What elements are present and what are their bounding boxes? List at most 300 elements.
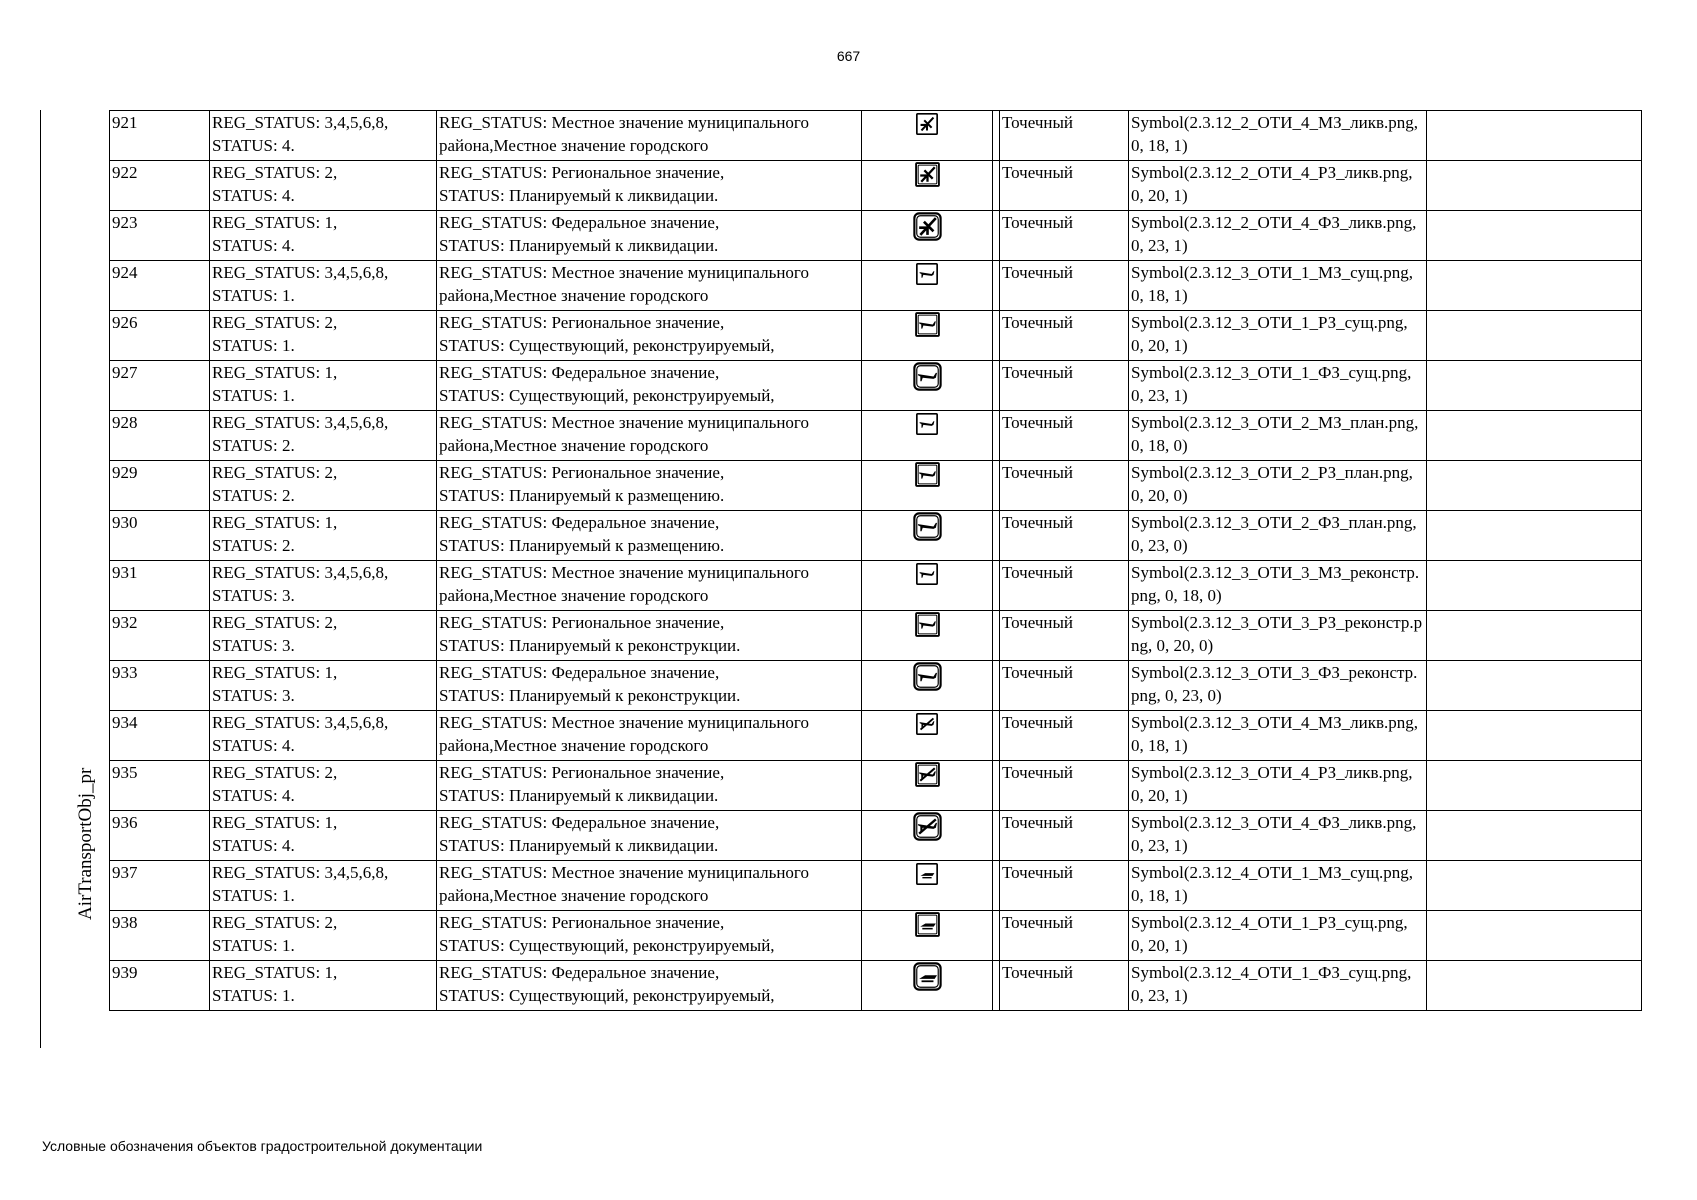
symbol-function: Symbol(2.3.12_3_ОТИ_2_ФЗ_план.png, 0, 23, 0): [1131, 513, 1417, 555]
row-id: 926: [112, 313, 138, 332]
symbol-function-cell: [1129, 211, 1427, 261]
helicopter-existing-regional-icon: [914, 911, 941, 938]
symbol-function-cell: [1129, 911, 1427, 961]
empty-cell: [1427, 811, 1642, 861]
airplane-existing-regional-icon: [914, 311, 941, 338]
table-row: [110, 911, 1642, 961]
description-line-2: STATUS: Планируемый к ликвидации.: [439, 236, 719, 255]
symbol-function: Symbol(2.3.12_4_ОТИ_1_РЗ_сущ.png, 0, 20, 1): [1131, 913, 1408, 955]
airplane-liquidated-regional-icon: [914, 761, 941, 788]
column-gap: [993, 161, 1000, 211]
description-line-2: района,Местное значение городского: [439, 586, 709, 605]
condition-line-1: REG_STATUS: 1,: [212, 363, 338, 382]
table-row: [110, 311, 1642, 361]
description-line-1: REG_STATUS: Региональное значение,: [439, 163, 725, 182]
symbol-cell: [862, 911, 993, 961]
row-id: 921: [112, 113, 138, 132]
row-id-cell: [110, 461, 210, 511]
empty-cell: [1427, 111, 1642, 161]
row-id: 939: [112, 963, 138, 982]
geometry-type-cell: [1000, 261, 1129, 311]
geometry-type: Точечный: [1002, 163, 1074, 182]
description-line-2: района,Местное значение городского: [439, 436, 709, 455]
description-cell: [437, 261, 862, 311]
geometry-type: Точечный: [1002, 363, 1074, 382]
description-line-1: REG_STATUS: Федеральное значение,: [439, 813, 720, 832]
description-line-1: REG_STATUS: Региональное значение,: [439, 913, 725, 932]
condition-line-2: STATUS: 3.: [212, 686, 295, 705]
column-gap: [993, 761, 1000, 811]
condition-cell: [210, 811, 437, 861]
symbol-cell: [862, 811, 993, 861]
symbol-cell: [862, 161, 993, 211]
description-cell: [437, 761, 862, 811]
condition-cell: [210, 261, 437, 311]
condition-cell: [210, 661, 437, 711]
empty-cell: [1427, 211, 1642, 261]
table-row: [110, 461, 1642, 511]
symbol-function-cell: [1129, 811, 1427, 861]
symbol-cell: [862, 261, 993, 311]
condition-line-2: STATUS: 2.: [212, 536, 295, 555]
description-line-2: района,Местное значение городского: [439, 736, 709, 755]
table-row: [110, 811, 1642, 861]
table-row: [110, 261, 1642, 311]
airplane-planned-local-icon: [915, 412, 939, 436]
geometry-type: Точечный: [1002, 813, 1074, 832]
description-line-1: REG_STATUS: Региональное значение,: [439, 463, 725, 482]
geometry-type-cell: [1000, 761, 1129, 811]
condition-line-2: STATUS: 3.: [212, 636, 295, 655]
table-row: [110, 211, 1642, 261]
airport-liquidated-local-icon: [915, 112, 939, 136]
condition-line-2: STATUS: 1.: [212, 336, 295, 355]
condition-line-1: REG_STATUS: 3,4,5,6,8,: [212, 263, 389, 282]
condition-line-1: REG_STATUS: 3,4,5,6,8,: [212, 563, 389, 582]
geometry-type-cell: [1000, 561, 1129, 611]
geometry-type: Точечный: [1002, 113, 1074, 132]
geometry-type: Точечный: [1002, 763, 1074, 782]
airplane-planned-regional-icon: [914, 461, 941, 488]
row-id-cell: [110, 711, 210, 761]
row-id: 936: [112, 813, 138, 832]
column-gap: [993, 711, 1000, 761]
description-line-1: REG_STATUS: Федеральное значение,: [439, 213, 720, 232]
condition-line-2: STATUS: 4.: [212, 236, 295, 255]
symbol-function: Symbol(2.3.12_3_ОТИ_3_МЗ_реконстр.png, 0, 18, 0): [1131, 563, 1420, 605]
geometry-type: Точечный: [1002, 413, 1074, 432]
symbol-cell: [862, 361, 993, 411]
row-id-cell: [110, 861, 210, 911]
table-row: [110, 111, 1642, 161]
condition-line-1: REG_STATUS: 2,: [212, 463, 338, 482]
symbol-function-cell: [1129, 861, 1427, 911]
row-id: 937: [112, 863, 138, 882]
description-line-1: REG_STATUS: Федеральное значение,: [439, 363, 720, 382]
description-line-2: STATUS: Существующий, реконструируемый,: [439, 986, 775, 1005]
geometry-type: Точечный: [1002, 713, 1074, 732]
symbol-function: Symbol(2.3.12_3_ОТИ_4_ФЗ_ликв.png, 0, 23, 1): [1131, 813, 1417, 855]
description-cell: [437, 811, 862, 861]
symbol-function: Symbol(2.3.12_2_ОТИ_4_МЗ_ликв.png, 0, 18, 1): [1131, 113, 1418, 155]
condition-cell: [210, 211, 437, 261]
symbol-function-cell: [1129, 411, 1427, 461]
condition-cell: [210, 311, 437, 361]
symbol-function: Symbol(2.3.12_3_ОТИ_4_МЗ_ликв.png, 0, 18, 1): [1131, 713, 1418, 755]
empty-cell: [1427, 611, 1642, 661]
description-line-2: STATUS: Планируемый к размещению.: [439, 486, 725, 505]
row-id-cell: [110, 311, 210, 361]
condition-cell: [210, 861, 437, 911]
row-id-cell: [110, 611, 210, 661]
description-line-1: REG_STATUS: Региональное значение,: [439, 313, 725, 332]
airplane-liquidated-federal-icon: [912, 811, 943, 842]
row-id-cell: [110, 511, 210, 561]
condition-line-2: STATUS: 3.: [212, 586, 295, 605]
description-cell: [437, 211, 862, 261]
airplane-planned-federal-icon: [912, 511, 943, 542]
row-id-cell: [110, 561, 210, 611]
table-row: [110, 961, 1642, 1011]
symbol-function: Symbol(2.3.12_3_ОТИ_3_ФЗ_реконстр.png, 0, 23, 0): [1131, 663, 1418, 705]
geometry-type: Точечный: [1002, 913, 1074, 932]
airplane-liquidated-local-icon: [915, 712, 939, 736]
empty-cell: [1427, 661, 1642, 711]
airplane-existing-federal-icon: [912, 361, 943, 392]
description-line-2: STATUS: Планируемый к ликвидации.: [439, 786, 719, 805]
geometry-type: Точечный: [1002, 513, 1074, 532]
table-row: [110, 761, 1642, 811]
geometry-type-cell: [1000, 511, 1129, 561]
symbol-cell: [862, 961, 993, 1011]
table-row: [110, 661, 1642, 711]
condition-line-1: REG_STATUS: 2,: [212, 313, 338, 332]
geometry-type-cell: [1000, 461, 1129, 511]
symbol-cell: [862, 611, 993, 661]
symbol-cell: [862, 461, 993, 511]
condition-cell: [210, 611, 437, 661]
condition-line-1: REG_STATUS: 2,: [212, 763, 338, 782]
description-cell: [437, 511, 862, 561]
column-gap: [993, 911, 1000, 961]
symbol-function: Symbol(2.3.12_4_ОТИ_1_МЗ_сущ.png, 0, 18, 1): [1131, 863, 1414, 905]
page-number: 667: [836, 48, 861, 64]
condition-line-2: STATUS: 4.: [212, 836, 295, 855]
condition-line-2: STATUS: 4.: [212, 786, 295, 805]
row-id-cell: [110, 161, 210, 211]
symbol-cell: [862, 211, 993, 261]
symbol-function: Symbol(2.3.12_3_ОТИ_1_МЗ_сущ.png, 0, 18, 1): [1131, 263, 1414, 305]
symbol-function: Symbol(2.3.12_3_ОТИ_2_МЗ_план.png, 0, 18, 0): [1131, 413, 1419, 455]
symbol-cell: [862, 111, 993, 161]
airplane-reconstruct-regional-icon: [914, 611, 941, 638]
empty-cell: [1427, 961, 1642, 1011]
description-cell: [437, 911, 862, 961]
legend-table: [109, 110, 1642, 1011]
geometry-type-cell: [1000, 661, 1129, 711]
description-cell: [437, 111, 862, 161]
empty-cell: [1427, 911, 1642, 961]
condition-cell: [210, 911, 437, 961]
geometry-type: Точечный: [1002, 263, 1074, 282]
row-id: 927: [112, 363, 138, 382]
condition-cell: [210, 711, 437, 761]
symbol-function-cell: [1129, 361, 1427, 411]
condition-line-1: REG_STATUS: 2,: [212, 163, 338, 182]
description-cell: [437, 661, 862, 711]
row-id: 933: [112, 663, 138, 682]
row-id: 929: [112, 463, 138, 482]
description-line-1: REG_STATUS: Региональное значение,: [439, 613, 725, 632]
condition-line-1: REG_STATUS: 2,: [212, 913, 338, 932]
symbol-function: Symbol(2.3.12_3_ОТИ_2_РЗ_план.png, 0, 20, 0): [1131, 463, 1413, 505]
empty-cell: [1427, 161, 1642, 211]
airport-liquidated-regional-icon: [914, 161, 941, 188]
geometry-type: Точечный: [1002, 663, 1074, 682]
empty-cell: [1427, 561, 1642, 611]
condition-cell: [210, 161, 437, 211]
description-line-1: REG_STATUS: Местное значение муниципального: [439, 713, 809, 732]
symbol-function-cell: [1129, 661, 1427, 711]
row-id-cell: [110, 261, 210, 311]
geometry-type: Точечный: [1002, 613, 1074, 632]
empty-cell: [1427, 461, 1642, 511]
symbol-function-cell: [1129, 161, 1427, 211]
description-line-1: REG_STATUS: Федеральное значение,: [439, 963, 720, 982]
airport-liquidated-federal-icon: [912, 211, 943, 242]
description-line-1: REG_STATUS: Местное значение муниципального: [439, 413, 809, 432]
geometry-type-cell: [1000, 911, 1129, 961]
column-gap: [993, 211, 1000, 261]
symbol-function: Symbol(2.3.12_3_ОТИ_4_РЗ_ликв.png, 0, 20, 1): [1131, 763, 1413, 805]
condition-cell: [210, 461, 437, 511]
row-id: 928: [112, 413, 138, 432]
row-id: 931: [112, 563, 138, 582]
symbol-cell: [862, 661, 993, 711]
symbol-function-cell: [1129, 761, 1427, 811]
description-cell: [437, 561, 862, 611]
condition-line-1: REG_STATUS: 3,4,5,6,8,: [212, 863, 389, 882]
table-row: [110, 711, 1642, 761]
description-line-2: района,Местное значение городского: [439, 886, 709, 905]
description-line-1: REG_STATUS: Местное значение муниципального: [439, 563, 809, 582]
row-id: 922: [112, 163, 138, 182]
column-gap: [993, 261, 1000, 311]
condition-line-2: STATUS: 2.: [212, 486, 295, 505]
row-id: 935: [112, 763, 138, 782]
condition-cell: [210, 361, 437, 411]
row-id-cell: [110, 361, 210, 411]
symbol-cell: [862, 311, 993, 361]
description-cell: [437, 861, 862, 911]
column-gap: [993, 411, 1000, 461]
geometry-type-cell: [1000, 111, 1129, 161]
symbol-function-cell: [1129, 461, 1427, 511]
column-gap: [993, 311, 1000, 361]
description-line-2: STATUS: Существующий, реконструируемый,: [439, 936, 775, 955]
description-cell: [437, 961, 862, 1011]
row-id-cell: [110, 411, 210, 461]
description-cell: [437, 461, 862, 511]
condition-line-1: REG_STATUS: 2,: [212, 613, 338, 632]
symbol-cell: [862, 761, 993, 811]
description-cell: [437, 411, 862, 461]
table-row: [110, 511, 1642, 561]
symbol-function-cell: [1129, 111, 1427, 161]
condition-line-2: STATUS: 1.: [212, 986, 295, 1005]
table-row: [110, 361, 1642, 411]
condition-cell: [210, 561, 437, 611]
helicopter-existing-federal-icon: [912, 961, 943, 992]
symbol-function: Symbol(2.3.12_4_ОТИ_1_ФЗ_сущ.png, 0, 23, 1): [1131, 963, 1412, 1005]
description-line-2: STATUS: Планируемый к ликвидации.: [439, 836, 719, 855]
description-line-1: REG_STATUS: Местное значение муниципального: [439, 113, 809, 132]
condition-cell: [210, 511, 437, 561]
description-line-2: STATUS: Планируемый к размещению.: [439, 536, 725, 555]
empty-cell: [1427, 261, 1642, 311]
description-cell: [437, 311, 862, 361]
condition-cell: [210, 411, 437, 461]
column-gap: [993, 461, 1000, 511]
table-row: [110, 611, 1642, 661]
condition-line-1: REG_STATUS: 3,4,5,6,8,: [212, 113, 389, 132]
description-cell: [437, 161, 862, 211]
footer-caption: Условные обозначения объектов градостроительной документации: [42, 1138, 483, 1154]
symbol-cell: [862, 711, 993, 761]
table-row: [110, 161, 1642, 211]
description-line-1: REG_STATUS: Местное значение муниципального: [439, 863, 809, 882]
symbol-cell: [862, 561, 993, 611]
geometry-type: Точечный: [1002, 213, 1074, 232]
condition-line-2: STATUS: 1.: [212, 886, 295, 905]
geometry-type-cell: [1000, 311, 1129, 361]
row-id: 923: [112, 213, 138, 232]
condition-line-1: REG_STATUS: 1,: [212, 663, 338, 682]
empty-cell: [1427, 361, 1642, 411]
row-id-cell: [110, 811, 210, 861]
geometry-type-cell: [1000, 161, 1129, 211]
geometry-type-cell: [1000, 411, 1129, 461]
row-id: 934: [112, 713, 138, 732]
description-line-1: REG_STATUS: Местное значение муниципального: [439, 263, 809, 282]
column-gap: [993, 361, 1000, 411]
condition-line-1: REG_STATUS: 1,: [212, 513, 338, 532]
condition-cell: [210, 761, 437, 811]
empty-cell: [1427, 311, 1642, 361]
empty-cell: [1427, 711, 1642, 761]
airplane-existing-local-icon: [915, 262, 939, 286]
column-gap: [993, 111, 1000, 161]
helicopter-existing-local-icon: [915, 862, 939, 886]
empty-cell: [1427, 411, 1642, 461]
symbol-function: Symbol(2.3.12_3_ОТИ_1_РЗ_сущ.png, 0, 20, 1): [1131, 313, 1408, 355]
symbol-function: Symbol(2.3.12_3_ОТИ_3_РЗ_реконстр.png, 0, 20, 0): [1131, 613, 1423, 655]
description-line-1: REG_STATUS: Федеральное значение,: [439, 513, 720, 532]
description-line-1: REG_STATUS: Региональное значение,: [439, 763, 725, 782]
symbol-function-cell: [1129, 261, 1427, 311]
column-gap: [993, 861, 1000, 911]
empty-cell: [1427, 861, 1642, 911]
row-id-cell: [110, 661, 210, 711]
description-line-2: STATUS: Планируемый к реконструкции.: [439, 636, 741, 655]
condition-line-1: REG_STATUS: 1,: [212, 213, 338, 232]
geometry-type-cell: [1000, 611, 1129, 661]
condition-line-2: STATUS: 4.: [212, 186, 295, 205]
geometry-type: Точечный: [1002, 313, 1074, 332]
table-row: [110, 561, 1642, 611]
symbol-function: Symbol(2.3.12_2_ОТИ_4_ФЗ_ликв.png, 0, 23, 1): [1131, 213, 1417, 255]
column-gap: [993, 811, 1000, 861]
condition-line-2: STATUS: 1.: [212, 936, 295, 955]
symbol-function-cell: [1129, 511, 1427, 561]
geometry-type-cell: [1000, 361, 1129, 411]
geometry-type: Точечный: [1002, 963, 1074, 982]
legend-table-body: [110, 111, 1642, 1011]
geometry-type-cell: [1000, 961, 1129, 1011]
condition-cell: [210, 961, 437, 1011]
condition-line-2: STATUS: 1.: [212, 386, 295, 405]
symbol-function-cell: [1129, 611, 1427, 661]
geometry-type-cell: [1000, 861, 1129, 911]
row-id-cell: [110, 761, 210, 811]
description-line-1: REG_STATUS: Федеральное значение,: [439, 663, 720, 682]
symbol-function-cell: [1129, 961, 1427, 1011]
condition-line-1: REG_STATUS: 1,: [212, 813, 338, 832]
empty-cell: [1427, 761, 1642, 811]
symbol-function-cell: [1129, 711, 1427, 761]
description-line-2: района,Местное значение городского: [439, 286, 709, 305]
layer-name-vertical-label: AirTransportObj_pr: [75, 767, 96, 920]
row-id-cell: [110, 961, 210, 1011]
row-id: 930: [112, 513, 138, 532]
row-id-cell: [110, 111, 210, 161]
description-line-2: STATUS: Существующий, реконструируемый,: [439, 386, 775, 405]
geometry-type: Точечный: [1002, 563, 1074, 582]
condition-line-2: STATUS: 2.: [212, 436, 295, 455]
row-id: 938: [112, 913, 138, 932]
description-line-2: STATUS: Планируемый к ликвидации.: [439, 186, 719, 205]
geometry-type: Точечный: [1002, 863, 1074, 882]
description-cell: [437, 611, 862, 661]
condition-line-1: REG_STATUS: 1,: [212, 963, 338, 982]
condition-line-2: STATUS: 4.: [212, 736, 295, 755]
symbol-function-cell: [1129, 561, 1427, 611]
condition-line-1: REG_STATUS: 3,4,5,6,8,: [212, 413, 389, 432]
geometry-type: Точечный: [1002, 463, 1074, 482]
symbol-cell: [862, 861, 993, 911]
airplane-reconstruct-federal-icon: [912, 661, 943, 692]
symbol-function-cell: [1129, 311, 1427, 361]
condition-line-2: STATUS: 1.: [212, 286, 295, 305]
symbol-cell: [862, 511, 993, 561]
column-gap: [993, 661, 1000, 711]
column-gap: [993, 561, 1000, 611]
column-gap: [993, 961, 1000, 1011]
airplane-reconstruct-local-icon: [915, 562, 939, 586]
condition-line-1: REG_STATUS: 3,4,5,6,8,: [212, 713, 389, 732]
geometry-type-cell: [1000, 211, 1129, 261]
condition-line-2: STATUS: 4.: [212, 136, 295, 155]
geometry-type-cell: [1000, 711, 1129, 761]
description-cell: [437, 711, 862, 761]
column-gap: [993, 511, 1000, 561]
row-id: 932: [112, 613, 138, 632]
condition-cell: [210, 111, 437, 161]
row-id-cell: [110, 211, 210, 261]
column-gap: [993, 611, 1000, 661]
description-cell: [437, 361, 862, 411]
table-row: [110, 861, 1642, 911]
